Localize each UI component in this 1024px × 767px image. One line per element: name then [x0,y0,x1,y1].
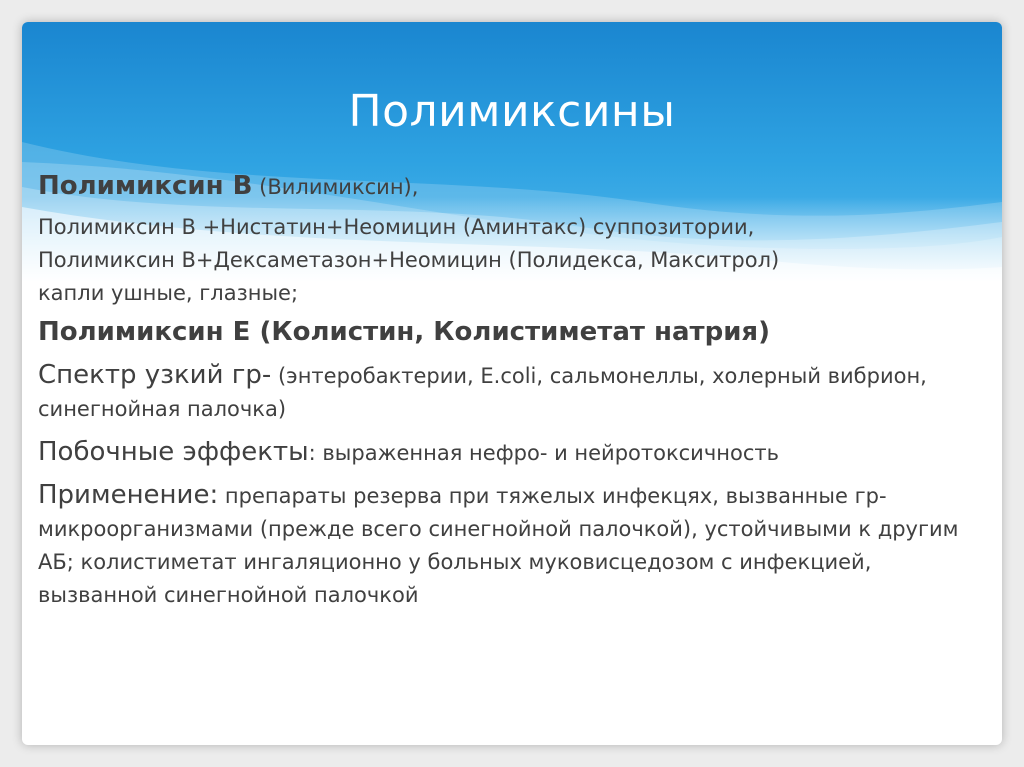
slide [22,22,1002,745]
slide-title: Полимиксины [348,86,676,137]
side-effects-text: : выраженная нефро- и нейротоксичность [308,441,779,465]
combination-line-1: Полимиксин В +Нистатин+Неомицин (Аминтакс) суппозитории, [38,215,755,239]
spectrum-heading: Спектр узкий гр- [38,360,272,390]
spectrum-text: (энтеробактерии, E.coli, сальмонеллы, холерный вибрион, синегнойная палочка) [38,364,927,421]
paragraph-polymyxin-e: Полимиксин Е (Колистин, Колистиметат натрия) [38,317,770,347]
paragraph-side-effects [38,436,988,470]
application-text: препараты резерва при тяжелых инфекцях, вызванные гр- микроорганизмами (прежде всего синегнойной палочкой), устойчивыми к другим АБ; колистиметат ингаляционно у больных муковисцедозом с инфекцией, вызванной синегнойной палочкой [38,484,959,607]
paragraph-spectrum [38,359,988,426]
combination-line-3: капли ушные, глазные; [38,281,299,305]
paragraph-polymyxin-b [38,170,988,204]
slide-body [38,170,988,612]
combination-line-2: Полимиксин В+Дексаметазон+Неомицин (Полидекса, Макситрол) [38,248,780,272]
application-heading: Применение: [38,480,219,510]
side-effects-heading: Побочные эффекты [38,437,309,467]
polymyxin-b-synonym: (Вилимиксин), [252,175,419,199]
polymyxin-b-heading: Полимиксин В [38,171,253,201]
paragraph-combinations [38,211,988,310]
paragraph-application [38,479,988,612]
